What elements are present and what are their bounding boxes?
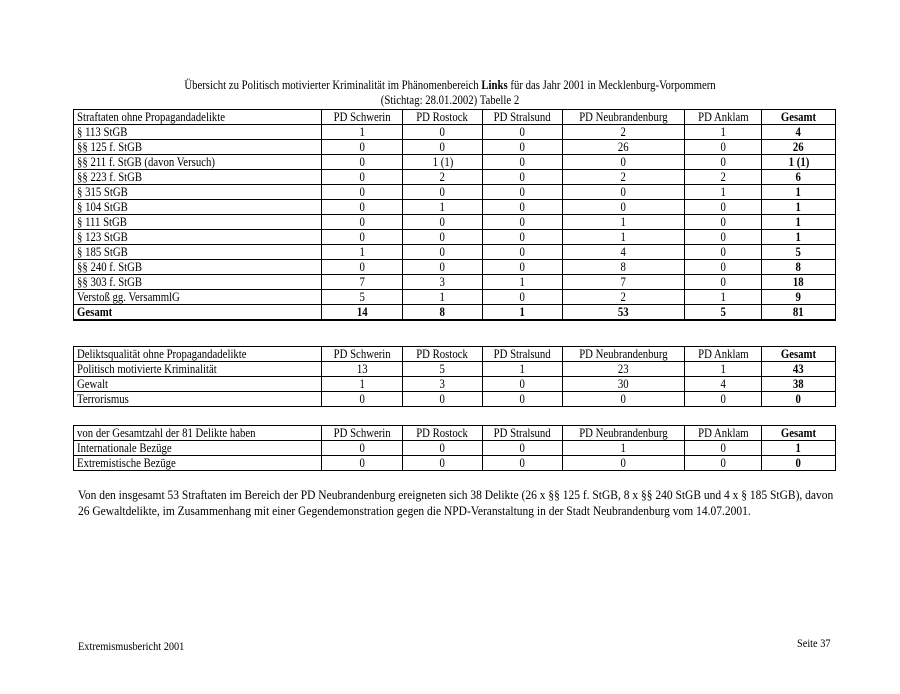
footer-report-title: Extremismusbericht 2001 [78,639,185,653]
column-header: PD Neubrandenburg [563,110,685,125]
table-cell: 0 [403,215,483,230]
row-total-cell: 4 [762,125,836,140]
table-cell: 0 [685,245,762,260]
table-cell: 0 [685,230,762,245]
table-row [74,125,836,140]
document-title [0,78,900,108]
table-row [74,392,836,407]
table-cell: 0 [563,185,685,200]
table-cell: 1 [685,185,762,200]
table-cell: 13 [322,362,403,377]
row-label: §§ 303 f. StGB [74,275,322,290]
table-row [74,140,836,155]
title-line-1: Übersicht zu Politisch motivierter Kriminalität im Phänomenbereich Links für das Jahr 2001 in Mecklenburg-Vorpommern [184,78,716,92]
table-cell: 4 [563,245,685,260]
table-cell: 0 [483,377,563,392]
table-cell: 0 [685,155,762,170]
table-cell: 0 [563,200,685,215]
title-emphasis: Links [481,78,508,92]
table-cell: 1 [483,362,563,377]
row-label: § 111 StGB [74,215,322,230]
table-cell: 3 [403,275,483,290]
total-cell: 1 [483,305,563,321]
table-cell: 1 [685,125,762,140]
table-cell: 0 [685,456,762,471]
row-total-cell: 38 [762,377,836,392]
row-label: §§ 211 f. StGB (davon Versuch) [74,155,322,170]
table-cell: 0 [403,125,483,140]
table-cell: 0 [483,140,563,155]
column-header-category: Deliktsqualität ohne Propagandadelikte [74,347,322,362]
row-total-cell: 0 [762,392,836,407]
table-cell: 2 [403,170,483,185]
table-row [74,260,836,275]
column-header: PD Anklam [685,426,762,441]
row-label: §§ 240 f. StGB [74,260,322,275]
table-cell: 0 [403,140,483,155]
table-cell: 0 [685,215,762,230]
table-cell: 0 [483,185,563,200]
column-header: PD Anklam [685,110,762,125]
table-cell: 7 [322,275,403,290]
table-cell: 0 [483,441,563,456]
table-deliktsqualitaet [73,346,836,407]
table-cell: 5 [403,362,483,377]
row-total-cell: 1 [762,441,836,456]
table-cell: 2 [563,170,685,185]
table-cell: 0 [322,170,403,185]
table-cell: 0 [403,245,483,260]
column-header: PD Schwerin [322,110,403,125]
row-total-cell: 8 [762,260,836,275]
table-header-row [74,426,836,441]
table-row [74,155,836,170]
table-cell: 0 [322,140,403,155]
table-cell: 2 [563,125,685,140]
total-cell: 5 [685,305,762,321]
table-row [74,215,836,230]
table-row [74,245,836,260]
table-cell: 4 [685,377,762,392]
title-line-2: (Stichtag: 28.01.2002) Tabelle 2 [380,93,520,107]
row-label: § 315 StGB [74,185,322,200]
row-total-cell: 43 [762,362,836,377]
table-cell: 0 [563,392,685,407]
table-cell: 7 [563,275,685,290]
table-cell: 0 [685,200,762,215]
column-header: PD Stralsund [483,110,563,125]
column-header-category: von der Gesamtzahl der 81 Delikte haben [74,426,322,441]
table-cell: 0 [403,456,483,471]
table-cell: 26 [563,140,685,155]
row-total-cell: 0 [762,456,836,471]
total-label: Gesamt [74,305,322,321]
table-cell: 8 [563,260,685,275]
table-row [74,200,836,215]
table-cell: 1 [685,362,762,377]
column-header: PD Schwerin [322,426,403,441]
table-cell: 1 [403,290,483,305]
row-label: Internationale Bezüge [74,441,322,456]
table-straftaten [73,109,836,321]
table-cell: 0 [685,275,762,290]
row-total-cell: 26 [762,140,836,155]
table-cell: 0 [403,260,483,275]
table-cell: 0 [483,290,563,305]
table-row [74,456,836,471]
table-cell: 0 [685,441,762,456]
column-header: PD Anklam [685,347,762,362]
column-header: PD Rostock [403,426,483,441]
footnote-text: Von den insgesamt 53 Straftaten im Bereich der PD Neubrandenburg ereigneten sich 38 Delikte (26 x §§ 125 f. StGB, 8 x §§ 240 StGB und 4 x § 185 StGB), davon 26 Gewaltdelikte, im Zusammenhang mit einer Gegendemonstration gegen die NPD-Veranstaltung in der Stadt Neubrandenburg vom 14.07.2001. [78,488,834,518]
row-total-cell: 6 [762,170,836,185]
column-header: Gesamt [762,110,836,125]
table-row [74,185,836,200]
column-header: PD Neubrandenburg [563,426,685,441]
row-label: Extremistische Bezüge [74,456,322,471]
table-row [74,377,836,392]
table-cell: 0 [322,441,403,456]
table-cell: 0 [483,215,563,230]
table-header-row [74,347,836,362]
row-label: § 104 StGB [74,200,322,215]
table-cell: 0 [483,245,563,260]
table-cell: 0 [483,155,563,170]
table-cell: 2 [685,170,762,185]
table-cell: 0 [322,155,403,170]
table-cell: 0 [483,230,563,245]
row-label: Politisch motivierte Kriminalität [74,362,322,377]
row-label: Gewalt [74,377,322,392]
total-cell: 53 [563,305,685,321]
table-row [74,290,836,305]
table-cell: 0 [483,125,563,140]
row-label: § 185 StGB [74,245,322,260]
row-total-cell: 1 [762,185,836,200]
table-cell: 1 [563,230,685,245]
footer-page-number: Seite 37 [797,636,831,650]
row-label: §§ 223 f. StGB [74,170,322,185]
table-cell: 0 [563,155,685,170]
table-cell: 0 [322,200,403,215]
table-cell: 3 [403,377,483,392]
table-cell: 0 [685,140,762,155]
table-cell: 0 [322,230,403,245]
table-cell: 0 [483,170,563,185]
table-cell: 0 [563,456,685,471]
table-cell: 1 [685,290,762,305]
table-cell: 0 [322,260,403,275]
row-total-cell: 1 [762,230,836,245]
row-total-cell: 1 (1) [762,155,836,170]
row-label: § 123 StGB [74,230,322,245]
table-row [74,170,836,185]
table-row [74,230,836,245]
table-cell: 30 [563,377,685,392]
table-cell: 1 [483,275,563,290]
table-cell: 1 [322,377,403,392]
row-total-cell: 1 [762,200,836,215]
table-cell: 0 [403,392,483,407]
table-cell: 0 [483,200,563,215]
table-cell: 0 [483,456,563,471]
table-total-row [74,305,836,321]
table-cell: 1 [322,125,403,140]
table-cell: 0 [322,215,403,230]
table-cell: 0 [322,392,403,407]
column-header: Gesamt [762,426,836,441]
row-total-cell: 18 [762,275,836,290]
table-bezuege [73,425,836,471]
table-cell: 1 [563,441,685,456]
column-header: PD Rostock [403,347,483,362]
row-label: Terrorismus [74,392,322,407]
column-header: Gesamt [762,347,836,362]
table-cell: 1 (1) [403,155,483,170]
row-label: §§ 125 f. StGB [74,140,322,155]
table-header-row [74,110,836,125]
table-cell: 1 [563,215,685,230]
table-cell: 0 [403,185,483,200]
table-cell: 0 [685,260,762,275]
table-row [74,362,836,377]
table-cell: 2 [563,290,685,305]
table-row [74,441,836,456]
table-row [74,275,836,290]
row-label: § 113 StGB [74,125,322,140]
column-header: PD Stralsund [483,347,563,362]
total-cell: 14 [322,305,403,321]
table-cell: 0 [403,441,483,456]
table-cell: 0 [322,185,403,200]
table-cell: 1 [322,245,403,260]
table-cell: 0 [685,392,762,407]
table-cell: 0 [403,230,483,245]
table-cell: 5 [322,290,403,305]
table-cell: 0 [483,260,563,275]
row-total-cell: 9 [762,290,836,305]
column-header-category: Straftaten ohne Propagandadelikte [74,110,322,125]
table-cell: 23 [563,362,685,377]
row-total-cell: 5 [762,245,836,260]
column-header: PD Schwerin [322,347,403,362]
row-label: Verstoß gg. VersammlG [74,290,322,305]
table-cell: 0 [322,456,403,471]
table-cell: 0 [483,392,563,407]
table-cell: 1 [403,200,483,215]
column-header: PD Rostock [403,110,483,125]
total-cell: 8 [403,305,483,321]
column-header: PD Neubrandenburg [563,347,685,362]
total-cell: 81 [762,305,836,321]
row-total-cell: 1 [762,215,836,230]
column-header: PD Stralsund [483,426,563,441]
